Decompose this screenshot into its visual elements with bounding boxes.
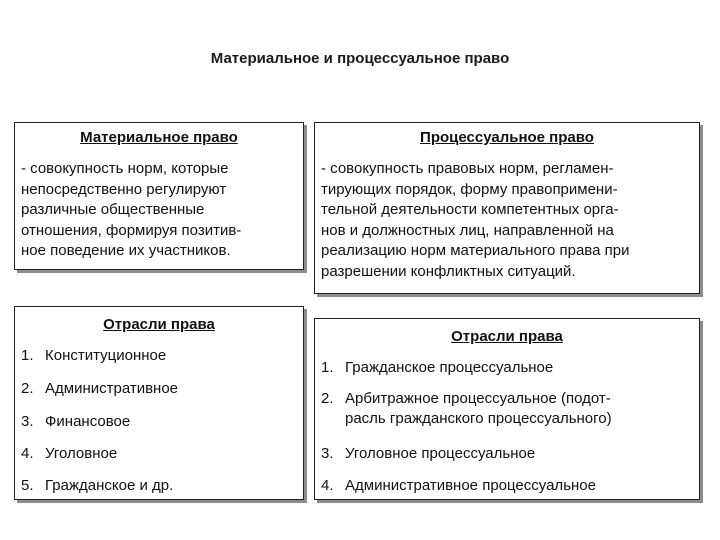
list-item: 4. Административное процессуальное: [321, 477, 596, 494]
definition-line: отношения, формируя позитив-: [21, 221, 242, 239]
material-branches-box: [14, 306, 304, 500]
list-item: 2. Арбитражное процессуальное (подот- расль гражданского процессуального): [321, 390, 612, 427]
page-title: Материальное и процессуальное право: [210, 50, 510, 67]
definition-line: нов и должностных лиц, направленной на: [321, 221, 614, 239]
procedural-branches-heading: Отрасли права: [451, 328, 563, 345]
definition-line: непосредственно регулируют: [21, 180, 227, 198]
procedural-law-box: [314, 122, 700, 294]
definition-line: - совокупность норм, которые: [21, 160, 229, 177]
material-law-definition: [21, 159, 303, 262]
procedural-branches-box: [314, 318, 700, 500]
definition-line: тирующих порядок, форму правопримени-: [321, 180, 618, 198]
procedural-law-heading: Процессуальное право: [420, 129, 594, 146]
definition-line: разрешении конфликтных ситуаций.: [321, 262, 576, 280]
definition-line: тельной деятельности компетентных орга-: [321, 201, 619, 218]
list-item: 2. Административное: [21, 380, 179, 397]
definition-line: - совокупность правовых норм, регламен-: [321, 160, 614, 177]
material-law-box: [14, 122, 304, 270]
material-law-heading: Материальное право: [80, 129, 238, 146]
list-item: 1. Конституционное: [21, 347, 167, 364]
list-item: 4. Уголовное: [21, 445, 118, 462]
list-item: 3. Уголовное процессуальное: [321, 445, 536, 462]
definition-line: различные общественные: [21, 201, 205, 218]
list-item: 5. Гражданское и др.: [21, 477, 174, 494]
definition-line: ное поведение их участников.: [21, 242, 231, 259]
material-branches-heading: Отрасли права: [103, 316, 215, 333]
definition-line: реализацию норм материального права при: [321, 242, 630, 259]
list-item: 1. Гражданское процессуальное: [321, 359, 554, 376]
list-item: 3. Финансовое: [21, 413, 131, 430]
procedural-law-definition: [321, 159, 699, 282]
